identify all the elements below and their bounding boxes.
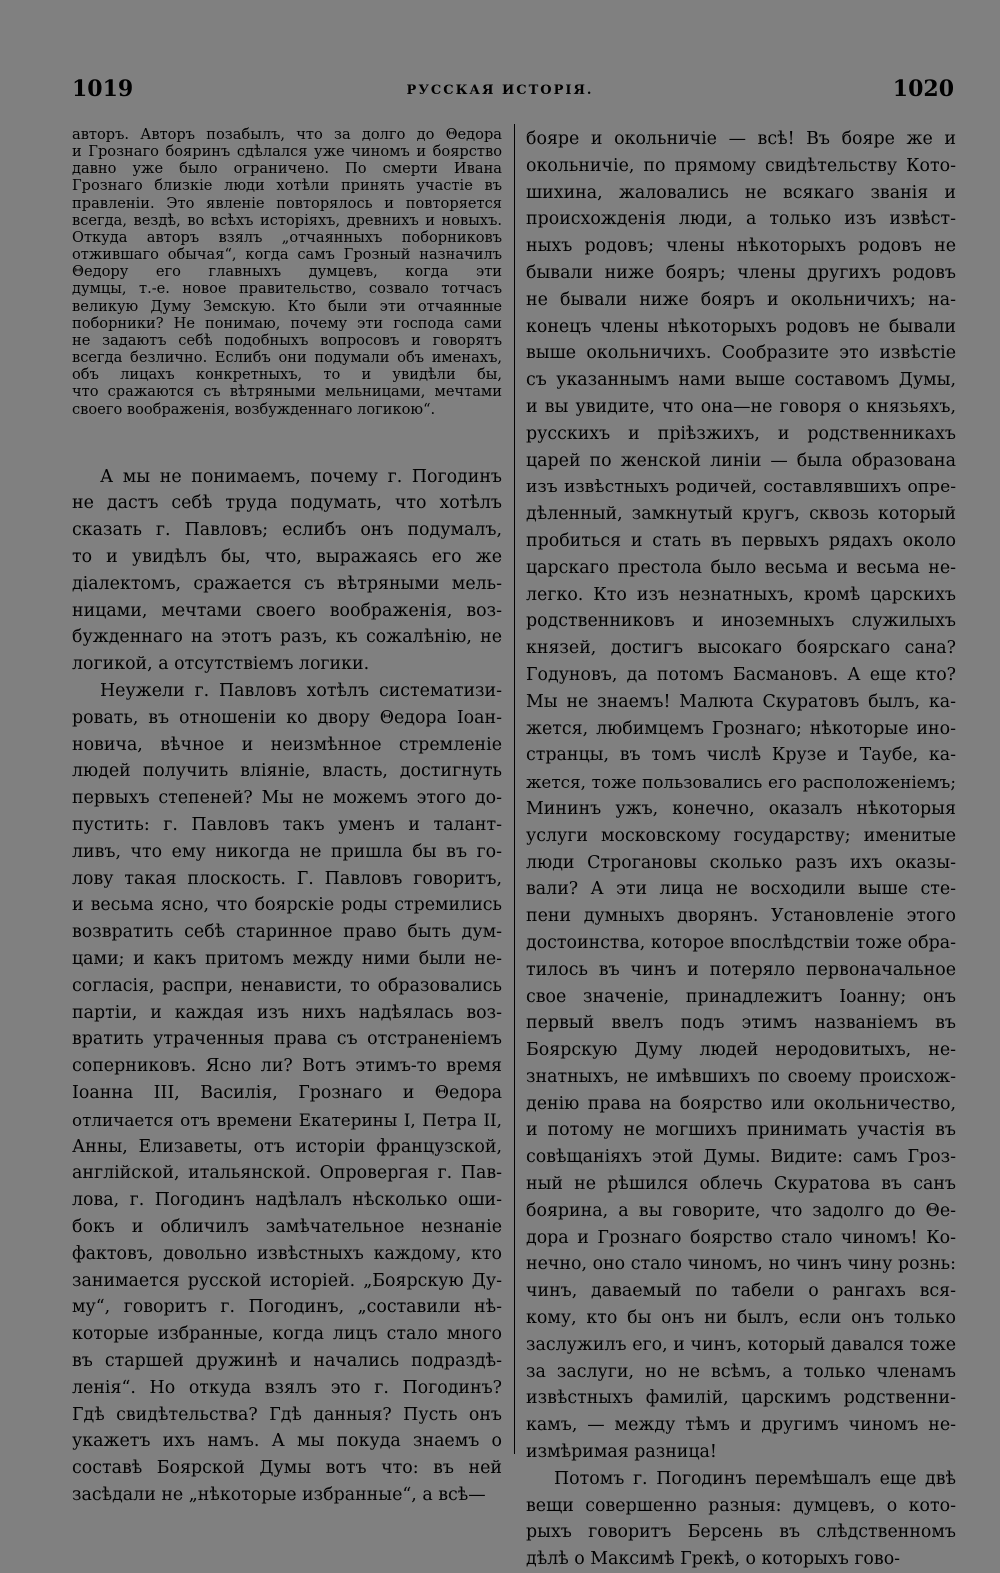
text-line: сказать г. Павловъ; еслибъ онъ подумалъ, xyxy=(72,520,502,541)
text-line: укажетъ ихъ намъ. А мы покуда знаемъ о xyxy=(72,1431,502,1452)
text-line: составѣ Боярской Думы вотъ что: въ ней xyxy=(72,1458,502,1479)
text-line: странцы, въ томъ числѣ Крузе и Таубе, ка- xyxy=(526,745,956,766)
text-line: всегда, вездѣ, во всѣхъ исторіяхъ, древнихъ и новыхъ. Откуда авторъ взялъ „отчаянныхъ поборниковъ отжившаго обычая“, когда самъ Грозный назначилъ Θедору его главныхъ думцевъ, когда эти xyxy=(72,211,502,281)
paragraph xyxy=(526,1466,956,1573)
text-line: извѣстныхъ фамилій, царскимъ родственни- xyxy=(526,1388,956,1409)
text-line: бывали ниже бояръ; члены другихъ родовъ xyxy=(526,262,956,283)
text-line: легко. Кто изъ незнатныхъ, кромѣ царскихъ xyxy=(526,584,956,605)
text-line: занимается русской исторіей. „Боярскую Ду- xyxy=(72,1270,502,1291)
text-line: которые избранные, когда лицъ стало много xyxy=(72,1324,502,1345)
text-line: за заслуги, но не всѣмъ, а только членамъ xyxy=(526,1361,956,1382)
text-line: выше окольничихъ. Сообразите это извѣстіе xyxy=(526,343,956,364)
text-line: жется, тоже пользовались его расположеніемъ; xyxy=(526,772,956,793)
text-line: первый ввелъ подъ этимъ названіемъ въ xyxy=(526,1013,956,1034)
text-line: Неужели г. Павловъ хотѣлъ систематизи- xyxy=(100,681,502,702)
text-line: Потомъ г. Погодинъ перемѣшалъ еще двѣ xyxy=(554,1468,956,1489)
paragraph xyxy=(72,678,502,1509)
text-line: камъ, — между тѣмъ и другимъ чиномъ не- xyxy=(526,1415,956,1436)
text-line: бокъ и обличилъ замѣчательное незнаніе xyxy=(72,1216,502,1237)
text-line: вратить утраченныя права съ отстраненіемъ xyxy=(72,1029,502,1050)
text-line: правленіи. Это явленіе повторялось и повторяется xyxy=(72,194,502,212)
text-line: русскихъ и пріѣзжихъ, и родственникахъ xyxy=(526,423,956,444)
text-line: Анны, Елизаветы, отъ исторіи французской, xyxy=(72,1136,502,1157)
text-line: царскаго престола было весьма и весьма не- xyxy=(526,557,956,578)
text-line: засѣдали не „нѣкоторые избранные“, а всѣ— xyxy=(72,1484,486,1505)
text-line: знатныхъ, не имѣвшихъ по своему происхож- xyxy=(526,1066,956,1087)
text-line: авторъ. Авторъ позабылъ, что за долго до Θедора xyxy=(72,126,502,143)
page-number-left: 1019 xyxy=(72,76,134,102)
text-line: ныхъ родовъ; члены нѣкоторыхъ родовъ не xyxy=(526,236,956,257)
text-line: ный не рѣшился облечь Скуратова въ санъ xyxy=(526,1174,956,1195)
running-title: РУССКАЯ ИСТОРІЯ. xyxy=(406,83,594,98)
text-line: новича, вѣчное и неизмѣнное стремленіе xyxy=(72,734,502,755)
text-line: заслужилъ его, и чинъ, который давался тоже xyxy=(526,1334,956,1355)
text-line: Мы не знаемъ! Малюта Скуратовъ былъ, ка- xyxy=(526,691,956,712)
text-line: изъ извѣстныхъ родичей, составлявшихъ опре- xyxy=(526,477,956,498)
text-line: людей получить вліяніе, власть, достигнуть xyxy=(72,761,502,782)
text-line: соперниковъ. Ясно ли? Вотъ этимъ-то время xyxy=(72,1056,502,1077)
text-line: денію права на боярство или окольничество, xyxy=(526,1093,956,1114)
text-line: что сражаются съ вѣтряными мельницами, мечтами своего воображенія, возбужденнаго логикою“. xyxy=(72,383,502,418)
text-line: и весьма ясно, что боярскіе роды стремились xyxy=(72,895,502,916)
text-line: ницами, мечтами своего воображенія, воз- xyxy=(72,600,502,621)
text-line: свое значеніе, принадлежитъ Іоанну; онъ xyxy=(526,986,956,1007)
text-line: согласія, распри, ненависти, то образовались xyxy=(72,975,502,996)
text-line: логикой, а отсутствіемъ логики. xyxy=(72,654,370,675)
text-line: ленія“. Но откуда взялъ это г. Погодинъ? xyxy=(72,1377,502,1398)
text-line: шихина, жаловались не всякаго званія и xyxy=(526,182,956,203)
text-line: пустить: г. Павловъ такъ уменъ и талант- xyxy=(72,815,502,836)
text-line: пени думныхъ дворянъ. Установленіе этого xyxy=(526,906,956,927)
text-line: услуги московскому государству; именитые xyxy=(526,825,956,846)
text-line: царей по женской линіи — была образована xyxy=(526,450,956,471)
text-line: дѣлѣ о Максимѣ Грекѣ, о которыхъ гово- xyxy=(526,1549,901,1570)
text-line: дора и Грознаго боярство стало чиномъ! Ко- xyxy=(526,1227,956,1248)
text-line: великую Думу Земскую. Кто были эти отчаянные xyxy=(72,297,502,315)
page-number-right: 1020 xyxy=(892,76,954,102)
text-line: первыхъ степеней? Мы не можемъ этого до- xyxy=(72,788,502,809)
text-line: достоинства, которое впослѣдствіи тоже обра- xyxy=(526,932,956,953)
text-line: дѣленный, замкнутый кругъ, сквозь который xyxy=(526,504,956,525)
text-line: то и увидѣлъ бы, что, выражаясь его же xyxy=(72,547,502,568)
text-line: рыхъ говоритъ Берсень въ слѣдственномъ xyxy=(526,1522,956,1543)
quotation-block xyxy=(72,126,502,418)
text-line: бужденнаго на этотъ разъ, къ сожалѣнію, не xyxy=(72,627,502,648)
text-line: люди Строгановы сколько разъ ихъ оказы- xyxy=(526,852,956,873)
text-line: бояре и окольничіе — всѣ! Въ бояре же и xyxy=(526,129,956,149)
text-line: окольничіе, по прямому свидѣтельству Кото- xyxy=(526,155,956,176)
text-line: фактовъ, довольно извѣстныхъ каждому, кто xyxy=(72,1243,502,1264)
text-line: Гдѣ свидѣтельства? Гдѣ данныя? Пусть онъ xyxy=(72,1404,502,1425)
text-line: му“, говоритъ г. Погодинъ, „составили нѣ- xyxy=(72,1297,502,1318)
text-line: Годуновъ, да потомъ Басмановъ. А еще кто? xyxy=(526,664,956,685)
right-column xyxy=(526,126,956,1573)
text-line: возвратить себѣ старинное право быть дум- xyxy=(72,922,502,943)
paragraph xyxy=(72,464,502,678)
text-line: измѣримая разница! xyxy=(526,1442,717,1463)
text-line: Боярскую Думу людей неродовитыхъ, не- xyxy=(526,1040,956,1061)
text-line: нечно, оно стало чиномъ, но чинъ чину рознь: xyxy=(526,1254,956,1275)
text-line: діалектомъ, сражается съ вѣтряными мель- xyxy=(72,573,502,594)
text-line: кому, кто бы онъ ни былъ, если онъ только xyxy=(526,1308,956,1329)
text-line: А мы не понимаемъ, почему г. Погодинъ xyxy=(100,466,502,487)
text-line: и вы увидите, что она—не говоря о князьяхъ, xyxy=(526,396,956,417)
text-line: партіи, и каждая изъ нихъ надѣялась воз- xyxy=(72,1002,502,1023)
text-line: ливъ, что ему никогда не пришла бы въ го- xyxy=(72,841,502,862)
text-line: не задаютъ себѣ подобныхъ вопросовъ и говорятъ xyxy=(72,331,502,349)
left-column xyxy=(72,126,502,1509)
text-line: думцы, т.-е. новое правительство, созвало тотчасъ xyxy=(72,280,502,298)
text-line: тилось въ чинъ и потеряло первоначальное xyxy=(526,959,956,980)
text-line: пробиться и стать въ первыхъ рядахъ около xyxy=(526,530,956,551)
text-line: англійской, итальянской. Опровергая г. Пав- xyxy=(72,1163,502,1184)
column-divider xyxy=(514,124,515,1454)
text-line: Іоанна III, Василія, Грознаго и Θедора xyxy=(72,1082,502,1103)
text-line: всегда безлично. Еслибъ они подумали объ именахъ, объ лицахъ конкретныхъ, то и увидѣли бы, xyxy=(72,349,502,384)
text-line: боярина, а вы говорите, что задолго до Θе- xyxy=(526,1200,956,1221)
text-line: поборники? Не понимаю, почему эти господа сами xyxy=(72,314,502,332)
text-line: и Грознаго бояринъ сдѣлался уже чиномъ и боярство давно уже было ограничено. По смерти Ивана xyxy=(72,143,502,178)
text-line: Мининъ ужъ, конечно, оказалъ нѣкоторыя xyxy=(526,798,956,819)
text-line: жется, любимцемъ Грознаго; нѣкоторые ино- xyxy=(526,718,956,739)
text-line: цами; и какъ притомъ между ними были не- xyxy=(72,949,502,969)
text-line: конецъ члены нѣкоторыхъ родовъ не бывали xyxy=(526,316,956,337)
text-line: князей, достигъ высокаго боярскаго сана? xyxy=(526,638,956,659)
text-line: совѣщаніяхъ этой Думы. Видите: самъ Гроз- xyxy=(526,1147,956,1168)
text-line: чинъ, даваемый по табели о рангахъ вся- xyxy=(526,1281,956,1302)
text-line: лова, г. Погодинъ надѣлалъ нѣсколько оши- xyxy=(72,1190,502,1211)
text-line: отличается отъ времени Екатерины I, Петра II, xyxy=(72,1109,502,1130)
text-line: не бывали ниже бояръ и окольничихъ; на- xyxy=(526,289,956,310)
text-line: не дастъ себѣ труда подумать, что хотѣлъ xyxy=(72,493,502,514)
text-line: Грознаго близкіе люди хотѣли принять участіе въ xyxy=(72,177,502,195)
text-line: ровать, въ отношеніи ко двору Θедора Іоан- xyxy=(72,707,502,728)
text-line: лову такая плоскость. Г. Павловъ говоритъ, xyxy=(72,868,502,889)
text-line: родственниковъ и иноземныхъ служилыхъ xyxy=(526,611,956,632)
text-line: вещи совершенно разныя: думцевъ, о кото- xyxy=(526,1495,956,1516)
text-line: въ старшей дружинѣ и начались подраздѣ- xyxy=(72,1350,502,1371)
text-line: происхожденія люди, а только изъ извѣст- xyxy=(526,209,956,230)
text-line: съ указаннымъ нами выше составомъ Думы, xyxy=(526,370,956,391)
text-line: вали? А эти лица не восходили выше сте- xyxy=(526,879,956,900)
text-line: и потому не могшихъ принимать участія въ xyxy=(526,1120,956,1141)
paragraph xyxy=(526,126,956,1466)
